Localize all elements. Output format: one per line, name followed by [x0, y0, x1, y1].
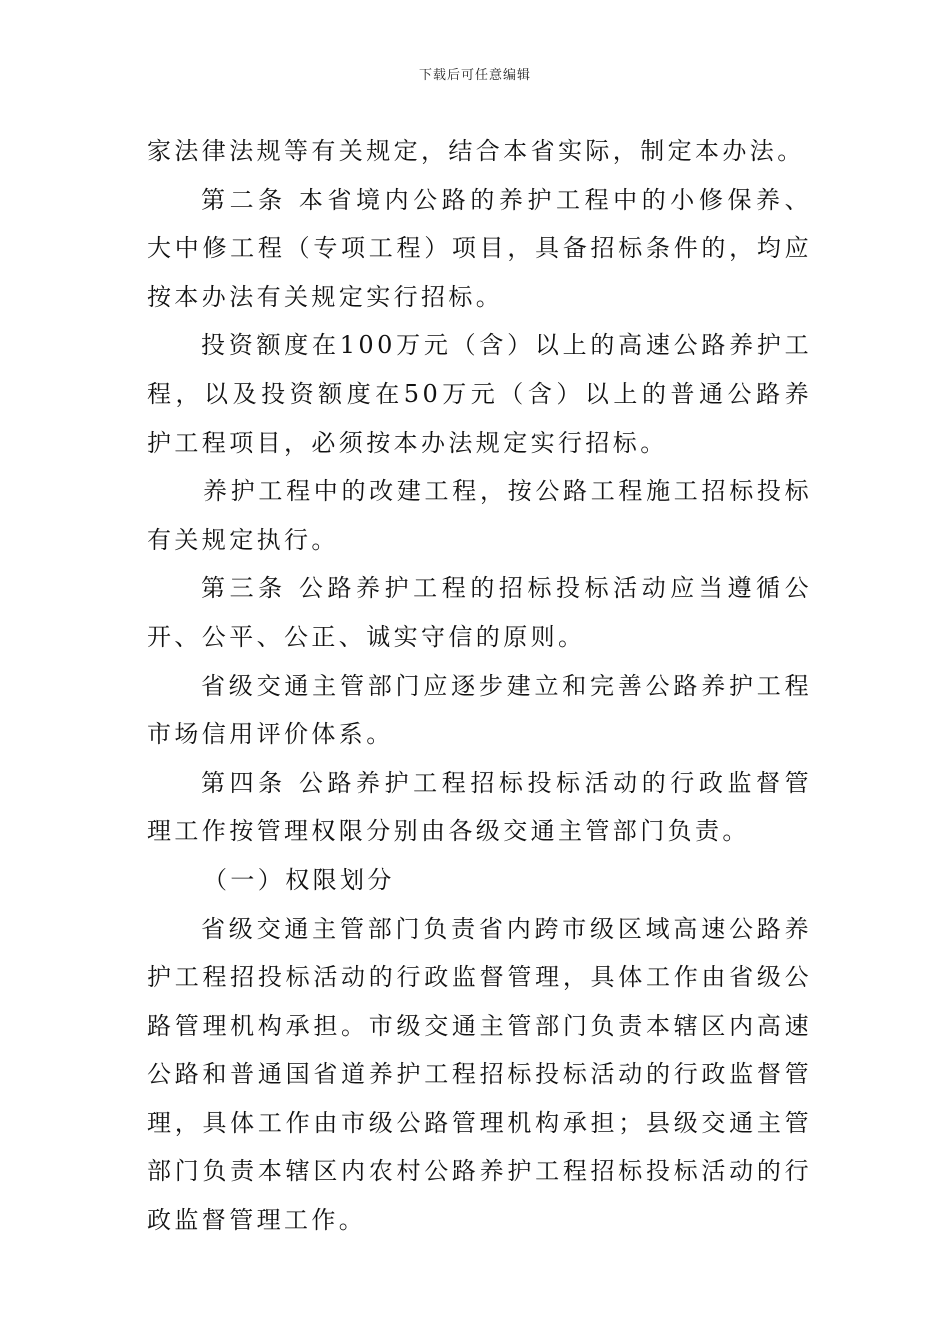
paragraph-article-2: 第二条 本省境内公路的养护工程中的小修保养、大中修工程（专项工程）项目，具备招标条件的，均应按本办法有关规定实行招标。	[147, 185, 812, 311]
paragraph-investment-threshold: 投资额度在100万元（含）以上的高速公路养护工程，以及投资额度在50万元（含）以上的普通公路养护工程项目，必须按本办法规定实行招标。	[147, 331, 812, 457]
paragraph-article-4: 第四条 公路养护工程招标投标活动的行政监督管理工作按管理权限分别由各级交通主管部门负责。	[147, 768, 812, 846]
document-body	[147, 127, 812, 1245]
paragraph-renovation: 养护工程中的改建工程，按公路工程施工招标投标有关规定执行。	[147, 477, 812, 554]
section-heading-authority: （一）权限划分	[203, 865, 395, 894]
page-header: 下载后可任意编辑	[418, 68, 531, 83]
paragraph-credit-system: 省级交通主管部门应逐步建立和完善公路养护工程市场信用评价体系。	[147, 671, 812, 749]
paragraph-authority-details: 省级交通主管部门负责省内跨市级区域高速公路养护工程招投标活动的行政监督管理，具体工作由省级公路管理机构承担。市级交通主管部门负责本辖区内高速公路和普通国省道养护工程招标投标活动的行政监督管理，具体工作由市级公路管理机构承担；县级交通主管部门负责本辖区内农村公路养护工程招标投标活动的行政监督管理工作。	[147, 914, 812, 1235]
paragraph-article-3: 第三条 公路养护工程的招标投标活动应当遵循公开、公平、公正、诚实守信的原则。	[147, 574, 812, 651]
paragraph-1: 家法律法规等有关规定，结合本省实际，制定本办法。	[147, 137, 805, 165]
